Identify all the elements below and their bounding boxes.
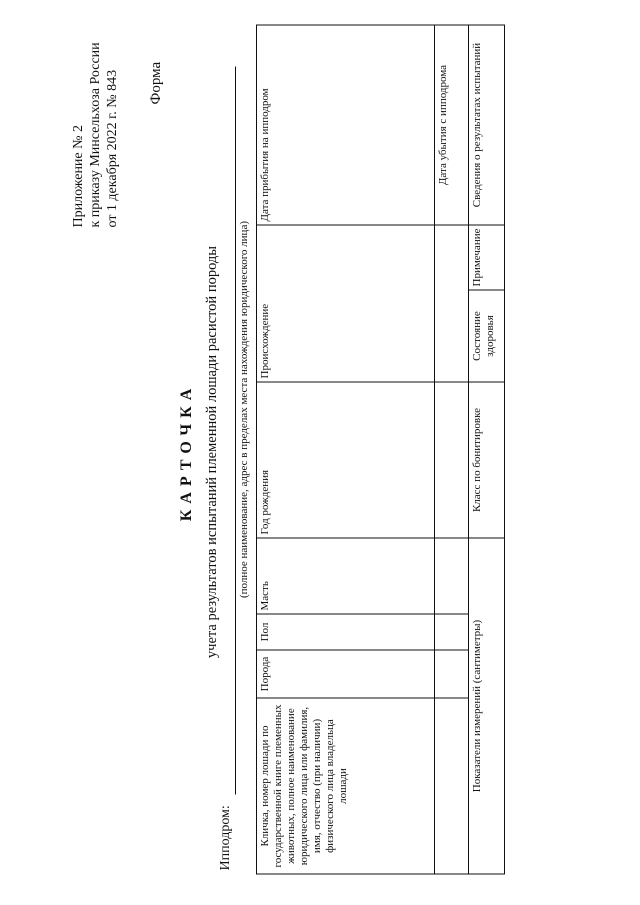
- results-table: [256, 25, 505, 875]
- birth-year-value-cell[interactable]: [435, 382, 469, 538]
- color-header-cell: [257, 538, 435, 614]
- appendix-header: [70, 42, 121, 227]
- birth-year-header-cell: [257, 382, 435, 538]
- sex-header: Пол: [259, 622, 271, 642]
- departure-date-header: Дата убытия с ипподрома: [437, 64, 449, 186]
- breed-value-cell[interactable]: [435, 650, 469, 698]
- hippodrome-input-line[interactable]: [235, 67, 236, 795]
- breed-header-cell: [257, 650, 435, 698]
- document-subtitle: учета результатов испытаний племенной лошади расистой породы: [204, 245, 220, 659]
- order-date: от 1 декабря 2022 г. № 843: [105, 69, 120, 228]
- order-reference: к приказу Минсельхоза России: [88, 42, 103, 228]
- origin-header: Происхождение: [259, 303, 271, 379]
- nickname-header-cell: [257, 698, 435, 874]
- origin-header-cell: [257, 225, 435, 382]
- measurements-header: Показатели измерений (сантиметры): [471, 619, 483, 793]
- arrival-date-header-cell: [257, 25, 435, 225]
- form-label: Форма: [148, 61, 164, 105]
- color-value-cell[interactable]: [435, 538, 469, 614]
- health-header-cell: [469, 290, 505, 382]
- measurements-header-cell: [469, 538, 505, 874]
- color-header: Масть: [259, 581, 271, 611]
- hippodrome-hint: (полное наименование, адрес в пределах места нахождения юридического лица): [238, 221, 250, 599]
- sex-value-cell[interactable]: [435, 614, 469, 650]
- results-header: Сведения о результатах испытаний: [471, 42, 483, 208]
- health-header: Состояние здоровья: [471, 311, 496, 361]
- nickname-value-cell[interactable]: [435, 698, 469, 874]
- class-header: Класс по бонитировке: [471, 407, 483, 513]
- document-title: КАРТОЧКА: [178, 382, 195, 522]
- class-header-cell: [469, 382, 505, 538]
- nickname-header: Кличка, номер лошади по государственной книге племенных животных, полное наименование юридического лица или фамилия, имя, отчество (при наличии) физического лица владельца лошади: [259, 704, 349, 868]
- note-header-cell: [469, 225, 505, 290]
- departure-date-header-cell: [435, 25, 469, 225]
- hippodrome-label: Ипподром:: [218, 805, 233, 871]
- birth-year-header: Год рождения: [259, 469, 271, 535]
- breed-header: Порода: [259, 656, 271, 692]
- origin-value-cell[interactable]: [435, 225, 469, 382]
- note-header: Примечание: [471, 228, 483, 287]
- arrival-date-header: Дата прибытия на ипподром: [259, 88, 271, 222]
- appendix-number: Приложение № 2: [71, 125, 86, 228]
- sex-header-cell: [257, 614, 435, 650]
- results-header-cell: [469, 25, 505, 225]
